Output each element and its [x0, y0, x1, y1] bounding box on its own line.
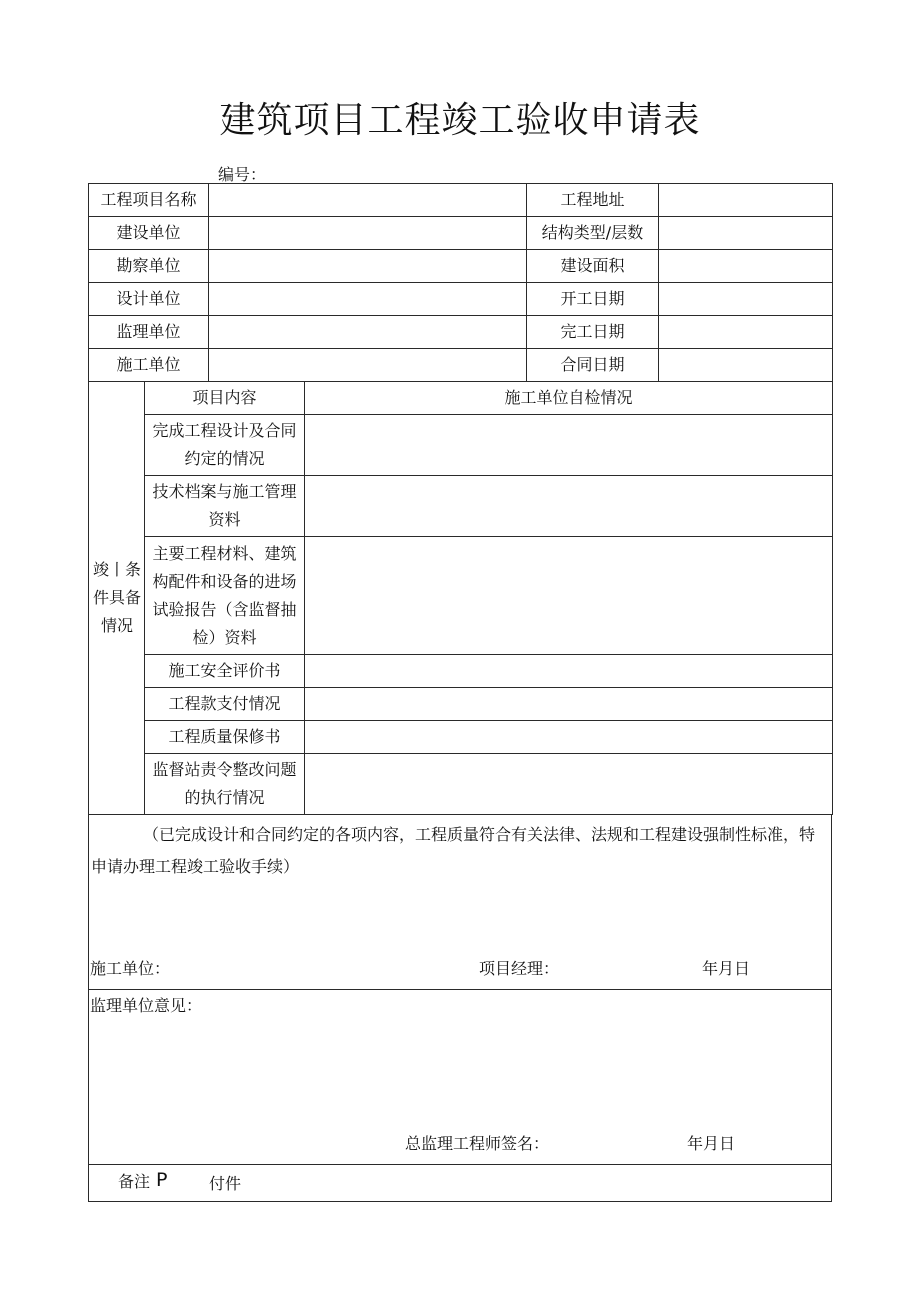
form-title: 建筑项目工程竣工验收申请表: [219, 100, 701, 141]
declaration-cell[interactable]: [89, 815, 832, 990]
supervision-opinion-cell[interactable]: [89, 990, 832, 1165]
contract-date-field[interactable]: [659, 349, 833, 382]
condition-item: 监督站责令整改问题的执行情况: [145, 754, 305, 815]
start-date-label: 开工日期: [527, 283, 659, 316]
condition-item: 工程款支付情况: [145, 688, 305, 721]
conditions-table: [88, 381, 833, 815]
signature-table: [88, 814, 832, 1165]
declaration-text: （已完成设计和合同约定的各项内容，工程质量符合有关法律、法规和工程建设强制性标准，特申请办理工程竣工验收手续）: [91, 825, 816, 876]
col-item-header: 项目内容: [145, 382, 305, 415]
construction-unit-sign-label: 施工单位：: [90, 959, 171, 978]
col-check-header: 施工单位自检情况: [305, 382, 833, 415]
condition-row: [89, 754, 833, 815]
condition-item: 完成工程设计及合同约定的情况: [145, 415, 305, 476]
conditions-side-label: 竣丨条件具备情况: [89, 382, 145, 815]
info-row: [89, 217, 833, 250]
note-label: 备注: [118, 1172, 151, 1191]
building-area-field[interactable]: [659, 250, 833, 283]
project-address-label: 工程地址: [527, 184, 659, 217]
design-unit-field[interactable]: [209, 283, 527, 316]
condition-item: 施工安全评价书: [145, 655, 305, 688]
project-name-label: 工程项目名称: [89, 184, 209, 217]
condition-item: 主要工程材料、建筑构配件和设备的进场试验报告（含监督抽检）资料: [145, 537, 305, 655]
supervision-unit-field[interactable]: [209, 316, 527, 349]
condition-item: 工程质量保修书: [145, 721, 305, 754]
condition-row: [89, 721, 833, 754]
application-form: [88, 183, 832, 1201]
supervision-opinion-label: 监理单位意见：: [90, 996, 203, 1015]
completion-date-field[interactable]: [659, 316, 833, 349]
survey-unit-field[interactable]: [209, 250, 527, 283]
project-name-field[interactable]: [209, 184, 527, 217]
project-manager-label: 项目经理：: [479, 959, 560, 978]
note-cell[interactable]: [89, 1165, 832, 1202]
construction-unit-field[interactable]: [209, 349, 527, 382]
note-mark: P: [156, 1169, 168, 1191]
owner-unit-field[interactable]: [209, 217, 527, 250]
completion-date-label: 完工日期: [527, 316, 659, 349]
supervision-unit-label: 监理单位: [89, 316, 209, 349]
structure-type-field[interactable]: [659, 217, 833, 250]
survey-unit-label: 勘察单位: [89, 250, 209, 283]
owner-unit-label: 建设单位: [89, 217, 209, 250]
note-table: [88, 1164, 832, 1202]
info-row: [89, 283, 833, 316]
condition-row: [89, 688, 833, 721]
contract-date-label: 合同日期: [527, 349, 659, 382]
condition-item: 技术档案与施工管理资料: [145, 476, 305, 537]
start-date-field[interactable]: [659, 283, 833, 316]
structure-type-label: 结构类型/层数: [527, 217, 659, 250]
info-row: [89, 349, 833, 382]
construction-unit-label: 施工单位: [89, 349, 209, 382]
info-row: [89, 316, 833, 349]
condition-check-field[interactable]: [305, 415, 833, 476]
condition-row: [89, 537, 833, 655]
condition-check-field[interactable]: [305, 476, 833, 537]
info-table: [88, 183, 833, 382]
doc-number-label: 编号：: [218, 165, 267, 184]
building-area-label: 建设面积: [527, 250, 659, 283]
condition-row: [89, 476, 833, 537]
attachment-label: 付件: [209, 1174, 242, 1193]
condition-check-field[interactable]: [305, 754, 833, 815]
condition-check-field[interactable]: [305, 721, 833, 754]
condition-check-field[interactable]: [305, 537, 833, 655]
design-unit-label: 设计单位: [89, 283, 209, 316]
condition-row: [89, 655, 833, 688]
project-address-field[interactable]: [659, 184, 833, 217]
condition-check-field[interactable]: [305, 655, 833, 688]
info-row: [89, 250, 833, 283]
info-row: [89, 184, 833, 217]
supervision-date-label: 年月日: [687, 1134, 736, 1153]
declaration-date-label: 年月日: [702, 959, 751, 978]
condition-check-field[interactable]: [305, 688, 833, 721]
chief-engineer-sign-label: 总监理工程师签名：: [405, 1134, 550, 1153]
condition-row: [89, 415, 833, 476]
